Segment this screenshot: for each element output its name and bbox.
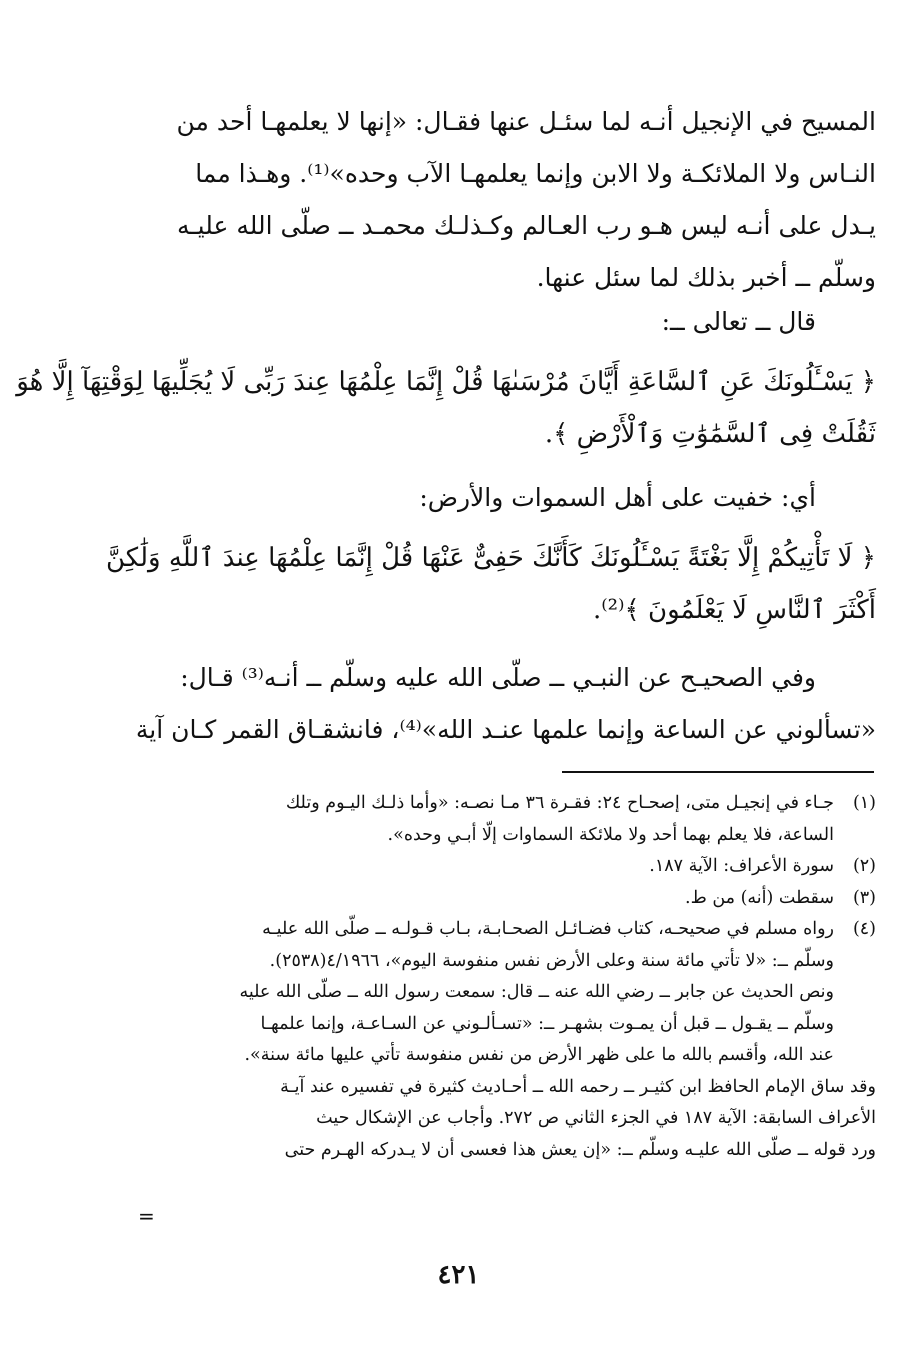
text-line: وسلّم ــ أخبر بذلك لما سئل عنها. bbox=[536, 263, 876, 292]
footnote-1 bbox=[176, 788, 876, 851]
footnotes bbox=[176, 788, 876, 1166]
continuation-mark: = bbox=[138, 1204, 155, 1228]
verse-line: أَكْثَرَ ٱلنَّاسِ لَا يَعْلَمُونَ ﴾⁽²⁾. bbox=[593, 595, 876, 625]
footnote-line: عند الله، وأقسم بالله ما على ظهر الأرض من نفس منفوسة تأتي عليها مائة سنة». bbox=[244, 1045, 834, 1065]
text-line: «تسألوني عن الساعة وإنما علمها عنـد الله»⁽⁴⁾، فانشقـاق القمر كـان آية bbox=[135, 715, 876, 744]
text-line: المسيح في الإنجيل أنـه لما سئـل عنها فقـال: «إنها لا يعلمهـا أحد من bbox=[176, 107, 876, 136]
footnote-number: (٢) bbox=[852, 856, 876, 876]
footnote-line: وقد ساق الإمام الحافظ ابن كثيـر ــ رحمه الله ــ أحـاديث كثيرة في تفسيره عند آيـة bbox=[280, 1076, 876, 1097]
footnote-line: جـاء في إنجيـل متى، إصحـاح ٢٤: فقـرة ٣٦ مـا نصـه: «وأما ذلـك اليـوم وتلك bbox=[285, 793, 834, 813]
footnote-number: (١) bbox=[852, 793, 876, 813]
footnote-body bbox=[176, 914, 834, 1072]
footnote-body bbox=[176, 788, 834, 851]
footnote-2 bbox=[176, 851, 876, 883]
text-line: يـدل على أنـه ليس هـو رب العـالم وكـذلـك محمـد ــ صلّى الله عليـه bbox=[176, 211, 876, 240]
verse-line: ثَقُلَتْ فِى ٱلسَّمَٰوَٰتِ وَٱلْأَرْضِ ﴾. bbox=[544, 419, 876, 449]
text-line: النـاس ولا الملائكـة ولا الابن وإنما يعلمهـا الآب وحده»⁽¹⁾. وهـذا مما bbox=[195, 159, 876, 188]
quran-verse-2 bbox=[105, 532, 876, 636]
verse-intro-2 bbox=[160, 472, 876, 524]
footnote-continuation bbox=[176, 1072, 876, 1167]
footnote-number: (٣) bbox=[852, 887, 876, 908]
footnote-line: ونص الحديث عن جابر ــ رضي الله عنه ــ قال: سمعت رسول الله ــ صلّى الله عليه bbox=[239, 982, 834, 1002]
footnote-line: سورة الأعراف: الآية ١٨٧. bbox=[649, 856, 834, 876]
paragraph-1 bbox=[160, 96, 876, 304]
text-line: أي: خفيت على أهل السموات والأرض: bbox=[419, 483, 816, 512]
text-line: قال ــ تعالى ــ: bbox=[661, 307, 816, 336]
paragraph-2 bbox=[135, 652, 876, 756]
quran-verse-1 bbox=[16, 356, 876, 460]
footnote-number: (٤) bbox=[852, 919, 876, 939]
footnote-line: وسلّم ــ: «لا تأتي مائة سنة وعلى الأرض نفس منفوسة اليوم»، ٤/١٩٦٦(٢٥٣٨). bbox=[269, 950, 834, 971]
verse-line: ﴿ يَسْـَٔلُونَكَ عَنِ ٱلسَّاعَةِ أَيَّانَ مُرْسَىٰهَا قُلْ إِنَّمَا عِلْمُهَا عِندَ رَبِّى لَا يُجَلِّيهَا لِوَقْتِهَآ إِلَّا هُوَ bbox=[16, 367, 876, 397]
footnote-body bbox=[176, 851, 834, 883]
footnote-separator bbox=[562, 771, 874, 773]
footnote-line: سقطت (أنه) من ط. bbox=[685, 887, 834, 908]
footnote-body bbox=[176, 883, 834, 915]
footnote-line: الساعة، فلا يعلم بهما أحد ولا ملائكة السماوات إلّا أبـي وحده». bbox=[387, 824, 834, 845]
verse-intro-1 bbox=[160, 296, 876, 348]
verse-line: ﴿ لَا تَأْتِيكُمْ إِلَّا بَغْتَةً يَسْـَٔلُونَكَ كَأَنَّكَ حَفِىٌّ عَنْهَا قُلْ إِنَّمَا عِلْمُهَا عِندَ ٱللَّهِ وَلَٰكِنَّ bbox=[105, 543, 876, 573]
footnote-line: وسلّم ــ يقـول ــ قبل أن يمـوت بشهـر ــ: «تسـألـوني عن السـاعـة، وإنما علمهـا bbox=[260, 1013, 834, 1034]
footnote-4 bbox=[176, 914, 876, 1072]
footnote-3 bbox=[176, 883, 876, 915]
text-line: وفي الصحيـح عن النبـي ــ صلّى الله عليه وسلّم ــ أنـه⁽³⁾ قـال: bbox=[180, 663, 816, 692]
footnote-line: رواه مسلم في صحيحـه، كتاب فضـائـل الصحـابـة، بـاب قـولـه ــ صلّى الله عليـه bbox=[262, 919, 834, 939]
footnote-line: الأعراف السابقة: الآية ١٨٧ في الجزء الثاني ص ٢٧٢. وأجاب عن الإشكال حيث bbox=[316, 1108, 876, 1128]
footnote-line: ورد قوله ــ صلّى الله عليـه وسلّم ــ: «إن يعش هذا فعسى أن لا يـدركه الهـرم حتى bbox=[284, 1139, 876, 1160]
page-number: ٤٢١ bbox=[437, 1260, 480, 1290]
